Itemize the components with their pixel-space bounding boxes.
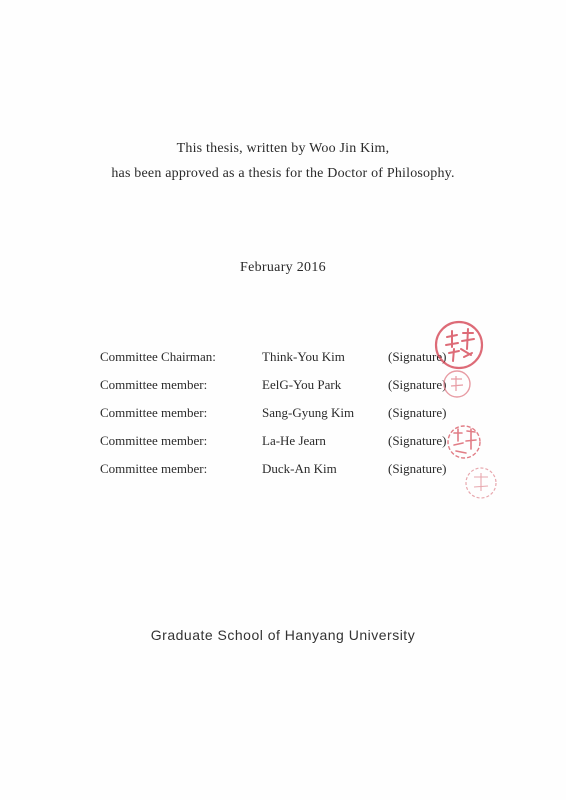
school-name: Graduate School of Hanyang University [150,627,416,643]
committee-name: Think-You Kim [262,349,345,364]
seal-stamp-icon [464,465,498,501]
committee-role: Committee Chairman: [100,349,216,364]
statement-line-1: This thesis, written by Woo Jin Kim, [176,141,390,156]
committee-list [100,347,520,497]
approval-date: February 2016 [240,260,326,275]
committee-row [100,459,520,479]
signature-label: (Signature) [388,433,447,448]
seal-stamp-icon [433,319,485,371]
signature-label: (Signature) [388,405,447,420]
committee-role: Committee member: [100,405,208,420]
signature-label: (Signature) [388,461,447,476]
committee-name: Duck-An Kim [262,461,337,476]
committee-name: Sang-Gyung Kim [262,405,355,420]
statement-line-2: has been approved as a thesis for the Doctor of Philosophy. [111,166,455,181]
committee-role: Committee member: [100,461,208,476]
approval-statement [0,136,566,186]
committee-role: Committee member: [100,433,208,448]
signature-label: (Signature) [388,377,447,392]
committee-name: EelG-You Park [262,377,342,392]
committee-role: Committee member: [100,377,208,392]
seal-stamp-icon [442,369,472,399]
signature-label: (Signature) [388,349,447,364]
committee-name: La-He Jearn [262,433,326,448]
seal-stamp-icon [444,423,484,461]
committee-row [100,403,520,423]
